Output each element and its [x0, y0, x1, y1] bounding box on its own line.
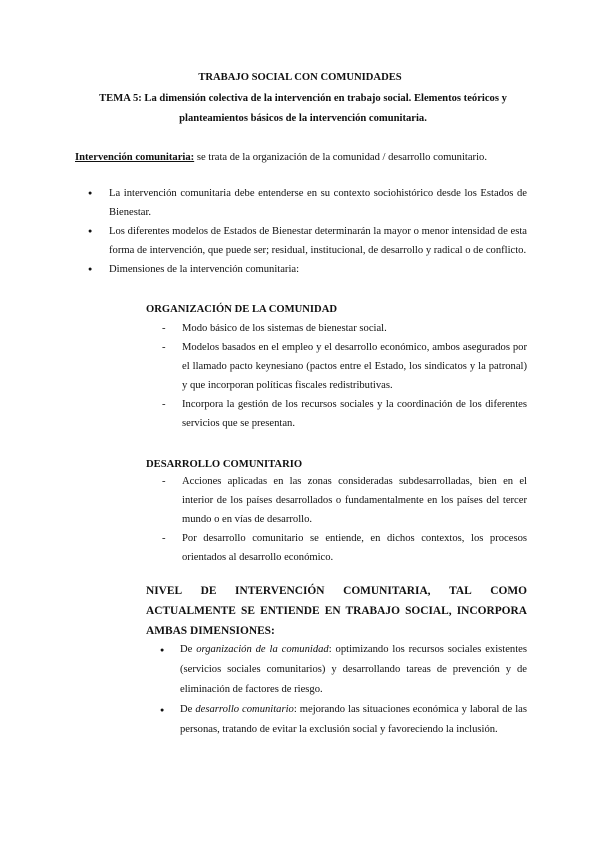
bullet-item: ● Los diferentes modelos de Estados de Bienestar determinarán la mayor o menor intensidad de esta forma de intervención, que puede ser; residual, institucional, de desarrollo y radical o de conflicto. [0, 222, 527, 260]
document-subtitle [80, 89, 526, 129]
dash-item: - Por desarrollo comunitario se entiende, en dichos contextos, los procesos orientados al desarrollo económico. [162, 529, 527, 567]
nivel-word: DE [200, 585, 217, 597]
bullet-item: ● La intervención comunitaria debe entenderse en su contexto sociohistórico desde los Estados de Bienestar. [0, 184, 527, 222]
desarrollo-heading: DESARROLLO COMUNITARIO [146, 459, 303, 470]
nivel-word: COMO [490, 585, 527, 597]
final-item: ● De desarrollo comunitario: mejorando las situaciones económica y laboral de las personas, tratando de evitar la exclusión social y favoreciendo la inclusión. [146, 700, 527, 740]
nivel-word: COMUNITARIA, [343, 585, 431, 597]
nivel-word: NIVEL [146, 585, 183, 597]
desarrollo-list [162, 472, 527, 567]
nivel-word: INTERVENCIÓN [235, 585, 325, 597]
subtitle-line-2: planteamientos básicos de la intervención comunitaria. [179, 113, 427, 124]
dash-item: - Incorpora la gestión de los recursos sociales y la coordinación de los diferentes servicios que se presentan. [162, 395, 527, 433]
definition-paragraph [75, 148, 535, 167]
nivel-word: TAL [449, 585, 472, 597]
final-bullet-list [146, 640, 527, 740]
definition-term: Intervención comunitaria: [75, 152, 195, 163]
final-item-emphasis: organización de la comunidad [196, 644, 329, 655]
final-item-emphasis: desarrollo comunitario [195, 704, 294, 715]
definition-text: se trata de la organización de la comunidad / desarrollo comunitario. [194, 152, 487, 163]
dash-item: - Acciones aplicadas en las zonas consideradas subdesarrolladas, bien en el interior de los países desarrollados o fundamentalmente en los países del tercer mundo o en vías de desarrollo. [162, 472, 527, 529]
dash-item: - Modo básico de los sistemas de bienestar social. [162, 319, 527, 338]
final-item: ● De organización de la comunidad: optimizando los recursos sociales existentes (servicios sociales comunitarios) y desarrollando tareas de prevención y de eliminación de factores de riesgo. [146, 640, 527, 700]
nivel-heading-rest: ACTUALMENTE SE ENTIENDE EN TRABAJO SOCIAL, INCORPORA AMBAS DIMENSIONES: [146, 605, 527, 637]
organizacion-list [162, 319, 527, 433]
dash-item: - Modelos basados en el empleo y el desarrollo económico, ambos asegurados por el llamado pacto keynesiano (pactos entre el Estado, los sindicatos y la patronal) y que incorporan políticas fiscales redistributivas. [162, 338, 527, 395]
document-title: TRABAJO SOCIAL CON COMUNIDADES [198, 72, 402, 83]
organizacion-heading: ORGANIZACIÓN DE LA COMUNIDAD [146, 304, 337, 315]
subtitle-line-1: TEMA 5: La dimensión colectiva de la intervención en trabajo social. Elementos teóricos y [99, 93, 507, 104]
nivel-heading [146, 581, 527, 641]
main-bullet-list [0, 184, 600, 279]
bullet-item: ● Dimensiones de la intervención comunitaria: [0, 260, 527, 279]
